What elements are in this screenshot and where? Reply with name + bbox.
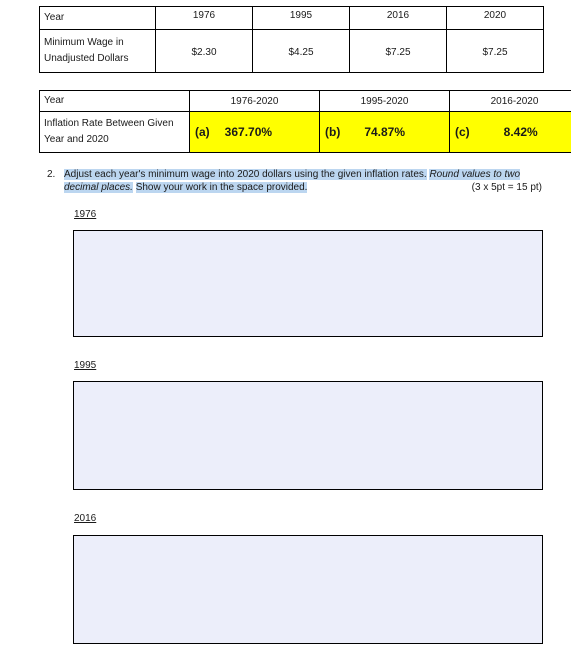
- year-1976-header: 1976: [156, 7, 253, 30]
- period-header-label: Year: [40, 91, 190, 112]
- points-value: (3 x 5pt = 15 pt): [471, 182, 542, 193]
- period-1995-2020-header: 1995-2020: [320, 91, 450, 112]
- inflation-rate-b-cell: [320, 112, 450, 153]
- rate-a-value: 367.70%: [224, 125, 273, 139]
- minimum-wage-table: [39, 6, 544, 73]
- wage-1976-cell: $2.30: [156, 30, 253, 73]
- year-header-label: Year: [40, 7, 156, 30]
- inflation-rate-c-cell: [450, 112, 571, 153]
- wage-1995-cell: $4.25: [253, 30, 350, 73]
- rate-b-letter: (b): [325, 125, 341, 139]
- question-instruction: Adjust each year's minimum wage into 2020 dollars using the given inflation rates.: [64, 169, 427, 180]
- work-box-2016[interactable]: [73, 535, 543, 644]
- question-text[interactable]: [64, 168, 546, 194]
- period-2016-2020-header: 2016-2020: [450, 91, 571, 112]
- period-1976-2020-header: 1976-2020: [190, 91, 320, 112]
- rate-b-value: 74.87%: [364, 125, 406, 139]
- work-label-1995: 1995: [74, 360, 97, 371]
- rate-c-value: 8.42%: [503, 125, 538, 139]
- year-2020-header: 2020: [447, 7, 544, 30]
- work-box-1995[interactable]: [73, 381, 543, 490]
- inflation-rate-table: [39, 90, 571, 153]
- work-label-1976: 1976: [74, 209, 97, 220]
- minimum-wage-label: Minimum Wage in Unadjusted Dollars: [40, 30, 156, 73]
- question-work-note: Show your work in the space provided.: [135, 182, 308, 193]
- rate-c-letter: (c): [455, 125, 470, 139]
- wage-2020-cell: $7.25: [447, 30, 544, 73]
- inflation-rate-a-cell: [190, 112, 320, 153]
- rate-a-letter: (a): [195, 125, 210, 139]
- question-number: 2.: [47, 169, 56, 180]
- year-2016-header: 2016: [350, 7, 447, 30]
- work-box-1976[interactable]: [73, 230, 543, 337]
- inflation-rate-label: Inflation Rate Between Given Year and 2020: [40, 112, 190, 153]
- question-rounding-note: Round values to two decimal places.: [64, 169, 521, 193]
- year-1995-header: 1995: [253, 7, 350, 30]
- work-label-2016: 2016: [74, 513, 97, 524]
- wage-2016-cell: $7.25: [350, 30, 447, 73]
